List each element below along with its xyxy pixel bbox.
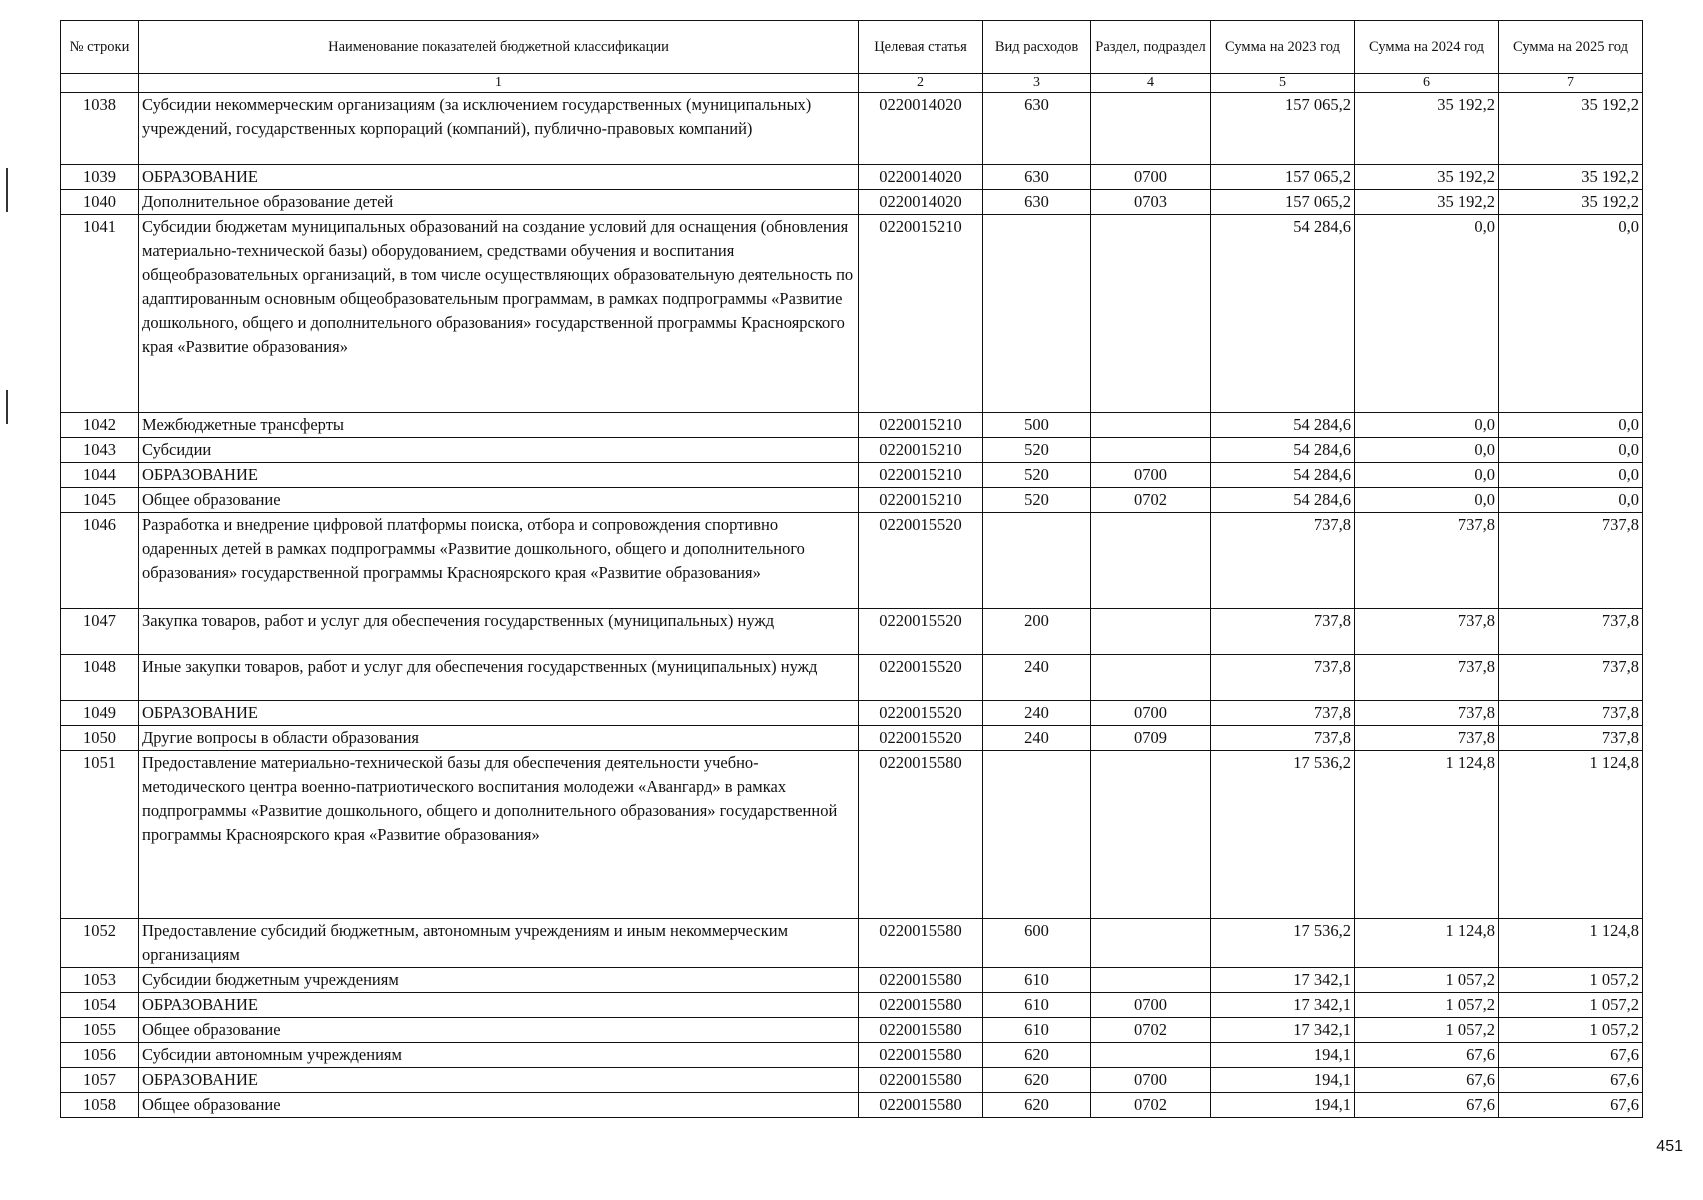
row-name: ОБРАЗОВАНИЕ	[139, 1068, 859, 1093]
row-sum-2024: 1 057,2	[1355, 993, 1499, 1018]
row-section	[1091, 513, 1211, 609]
row-number: 1040	[61, 190, 139, 215]
row-target-article: 0220015210	[859, 463, 983, 488]
row-sum-2024: 737,8	[1355, 726, 1499, 751]
row-section	[1091, 1043, 1211, 1068]
row-sum-2023: 194,1	[1211, 1093, 1355, 1118]
row-sum-2024: 67,6	[1355, 1093, 1499, 1118]
row-section: 0702	[1091, 1093, 1211, 1118]
table-row	[61, 513, 1643, 609]
row-target-article: 0220015520	[859, 513, 983, 609]
row-sum-2025: 737,8	[1499, 655, 1643, 701]
table-row	[61, 701, 1643, 726]
row-sum-2024: 1 124,8	[1355, 751, 1499, 919]
row-expense-type: 520	[983, 438, 1091, 463]
row-section	[1091, 215, 1211, 413]
header-row-number: № строки	[61, 21, 139, 74]
row-sum-2025: 0,0	[1499, 438, 1643, 463]
table-row	[61, 165, 1643, 190]
row-sum-2023: 54 284,6	[1211, 463, 1355, 488]
row-expense-type: 240	[983, 726, 1091, 751]
budget-sheet	[60, 20, 1642, 1118]
row-target-article: 0220015580	[859, 968, 983, 993]
row-name: Субсидии автономным учреждениям	[139, 1043, 859, 1068]
row-sum-2024: 0,0	[1355, 413, 1499, 438]
row-number: 1048	[61, 655, 139, 701]
row-number: 1047	[61, 609, 139, 655]
row-section: 0700	[1091, 993, 1211, 1018]
row-expense-type: 620	[983, 1093, 1091, 1118]
row-name: Предоставление материально-технической базы для обеспечения деятельности учебно-методического центра военно-патриотического воспитания молодежи «Авангард» в рамках подпрограммы «Развитие дошкольного, общего и дополнительного образования» государственной программы Красноярского края «Развитие образования»	[139, 751, 859, 919]
table-row	[61, 413, 1643, 438]
table-row	[61, 919, 1643, 968]
row-expense-type: 610	[983, 993, 1091, 1018]
row-sum-2023: 157 065,2	[1211, 165, 1355, 190]
row-name: Иные закупки товаров, работ и услуг для обеспечения государственных (муниципальных) нужд	[139, 655, 859, 701]
row-expense-type: 500	[983, 413, 1091, 438]
row-sum-2024: 67,6	[1355, 1043, 1499, 1068]
row-sum-2025: 737,8	[1499, 701, 1643, 726]
row-sum-2024: 1 057,2	[1355, 968, 1499, 993]
row-target-article: 0220015580	[859, 1018, 983, 1043]
row-section: 0700	[1091, 701, 1211, 726]
row-name: Межбюджетные трансферты	[139, 413, 859, 438]
row-sum-2023: 194,1	[1211, 1043, 1355, 1068]
row-number: 1041	[61, 215, 139, 413]
row-number: 1044	[61, 463, 139, 488]
column-number	[61, 74, 139, 93]
row-sum-2025: 67,6	[1499, 1068, 1643, 1093]
row-name: Разработка и внедрение цифровой платформы поиска, отбора и сопровождения спортивно одаренных детей в рамках подпрограммы «Развитие дошкольного, общего и дополнительного образования» государственной программы Красноярского края «Развитие образования»	[139, 513, 859, 609]
row-sum-2025: 737,8	[1499, 609, 1643, 655]
row-number: 1045	[61, 488, 139, 513]
row-sum-2025: 1 057,2	[1499, 993, 1643, 1018]
table-row	[61, 1018, 1643, 1043]
row-section: 0703	[1091, 190, 1211, 215]
row-sum-2025: 1 124,8	[1499, 919, 1643, 968]
row-sum-2024: 0,0	[1355, 215, 1499, 413]
row-target-article: 0220015520	[859, 655, 983, 701]
row-number: 1054	[61, 993, 139, 1018]
row-target-article: 0220014020	[859, 93, 983, 165]
header-sum-2025: Сумма на 2025 год	[1499, 21, 1643, 74]
column-number: 5	[1211, 74, 1355, 93]
row-target-article: 0220015580	[859, 993, 983, 1018]
row-sum-2024: 35 192,2	[1355, 190, 1499, 215]
row-target-article: 0220014020	[859, 190, 983, 215]
table-row	[61, 488, 1643, 513]
column-number: 1	[139, 74, 859, 93]
row-number: 1057	[61, 1068, 139, 1093]
table-row	[61, 463, 1643, 488]
table-row	[61, 751, 1643, 919]
row-sum-2023: 54 284,6	[1211, 413, 1355, 438]
table-row	[61, 609, 1643, 655]
row-section	[1091, 93, 1211, 165]
row-sum-2025: 1 057,2	[1499, 968, 1643, 993]
row-name: Субсидии	[139, 438, 859, 463]
row-name: Общее образование	[139, 488, 859, 513]
row-name: ОБРАЗОВАНИЕ	[139, 165, 859, 190]
row-expense-type	[983, 513, 1091, 609]
row-expense-type: 620	[983, 1068, 1091, 1093]
row-number: 1042	[61, 413, 139, 438]
table-row	[61, 438, 1643, 463]
row-number: 1050	[61, 726, 139, 751]
row-sum-2023: 54 284,6	[1211, 438, 1355, 463]
row-sum-2025: 0,0	[1499, 413, 1643, 438]
page-number: 451	[1656, 1138, 1683, 1155]
row-section	[1091, 609, 1211, 655]
column-number: 2	[859, 74, 983, 93]
column-number-row	[61, 74, 1643, 93]
table-row	[61, 993, 1643, 1018]
row-sum-2023: 737,8	[1211, 726, 1355, 751]
row-section: 0700	[1091, 165, 1211, 190]
column-number: 4	[1091, 74, 1211, 93]
row-expense-type: 630	[983, 165, 1091, 190]
row-sum-2023: 737,8	[1211, 513, 1355, 609]
header-sum-2024: Сумма на 2024 год	[1355, 21, 1499, 74]
row-sum-2024: 35 192,2	[1355, 165, 1499, 190]
table-row	[61, 968, 1643, 993]
row-sum-2025: 35 192,2	[1499, 165, 1643, 190]
row-name: Субсидии некоммерческим организациям (за исключением государственных (муниципальных) учреждений, государственных корпораций (компаний), публично-правовых компаний)	[139, 93, 859, 165]
row-number: 1053	[61, 968, 139, 993]
row-sum-2023: 157 065,2	[1211, 93, 1355, 165]
row-section	[1091, 655, 1211, 701]
row-sum-2025: 0,0	[1499, 488, 1643, 513]
row-sum-2024: 1 124,8	[1355, 919, 1499, 968]
row-number: 1039	[61, 165, 139, 190]
row-expense-type: 240	[983, 701, 1091, 726]
row-section: 0702	[1091, 488, 1211, 513]
row-sum-2023: 737,8	[1211, 655, 1355, 701]
row-sum-2025: 67,6	[1499, 1043, 1643, 1068]
row-section	[1091, 968, 1211, 993]
row-sum-2023: 17 536,2	[1211, 919, 1355, 968]
row-sum-2023: 17 536,2	[1211, 751, 1355, 919]
row-target-article: 0220015580	[859, 1043, 983, 1068]
row-name: ОБРАЗОВАНИЕ	[139, 463, 859, 488]
row-number: 1051	[61, 751, 139, 919]
row-section	[1091, 413, 1211, 438]
row-name: Другие вопросы в области образования	[139, 726, 859, 751]
row-target-article: 0220015520	[859, 609, 983, 655]
row-number: 1043	[61, 438, 139, 463]
row-sum-2025: 35 192,2	[1499, 93, 1643, 165]
row-number: 1055	[61, 1018, 139, 1043]
header-section: Раздел, подраздел	[1091, 21, 1211, 74]
row-sum-2023: 194,1	[1211, 1068, 1355, 1093]
row-name: Субсидии бюджетам муниципальных образований на создание условий для оснащения (обновления материально-технической базы) оборудованием, средствами обучения и воспитания общеобразовательных организаций, в том числе осуществляющих образовательную деятельность по адаптированным основным общеобразовательным программам, в рамках подпрограммы «Развитие дошкольного, общего и дополнительного образования» государственной программы Красноярского края «Развитие образования»	[139, 215, 859, 413]
row-number: 1046	[61, 513, 139, 609]
row-sum-2023: 157 065,2	[1211, 190, 1355, 215]
margin-mark-top	[6, 168, 8, 212]
row-name: ОБРАЗОВАНИЕ	[139, 993, 859, 1018]
row-sum-2024: 0,0	[1355, 463, 1499, 488]
row-expense-type: 240	[983, 655, 1091, 701]
row-expense-type	[983, 215, 1091, 413]
row-target-article: 0220015520	[859, 726, 983, 751]
row-name: Субсидии бюджетным учреждениям	[139, 968, 859, 993]
row-sum-2024: 737,8	[1355, 701, 1499, 726]
row-sum-2025: 35 192,2	[1499, 190, 1643, 215]
table-row	[61, 215, 1643, 413]
row-number: 1038	[61, 93, 139, 165]
table-row	[61, 726, 1643, 751]
header-indicator-name: Наименование показателей бюджетной классификации	[139, 21, 859, 74]
row-section: 0700	[1091, 1068, 1211, 1093]
row-name: ОБРАЗОВАНИЕ	[139, 701, 859, 726]
row-sum-2024: 67,6	[1355, 1068, 1499, 1093]
row-sum-2025: 1 124,8	[1499, 751, 1643, 919]
row-expense-type	[983, 751, 1091, 919]
column-number: 6	[1355, 74, 1499, 93]
row-target-article: 0220015520	[859, 701, 983, 726]
row-target-article: 0220015210	[859, 215, 983, 413]
row-target-article: 0220015580	[859, 919, 983, 968]
row-section	[1091, 438, 1211, 463]
row-sum-2023: 54 284,6	[1211, 215, 1355, 413]
row-sum-2025: 737,8	[1499, 513, 1643, 609]
row-name: Предоставление субсидий бюджетным, автономным учреждениям и иным некоммерческим организациям	[139, 919, 859, 968]
row-target-article: 0220015210	[859, 413, 983, 438]
row-number: 1049	[61, 701, 139, 726]
row-sum-2023: 17 342,1	[1211, 993, 1355, 1018]
budget-table	[60, 20, 1643, 1118]
header-sum-2023: Сумма на 2023 год	[1211, 21, 1355, 74]
row-section: 0702	[1091, 1018, 1211, 1043]
header-target-article: Целевая статья	[859, 21, 983, 74]
row-sum-2024: 0,0	[1355, 488, 1499, 513]
row-section: 0709	[1091, 726, 1211, 751]
row-sum-2025: 0,0	[1499, 215, 1643, 413]
table-row	[61, 93, 1643, 165]
row-sum-2023: 737,8	[1211, 701, 1355, 726]
row-number: 1052	[61, 919, 139, 968]
header-row	[61, 21, 1643, 74]
row-sum-2023: 17 342,1	[1211, 1018, 1355, 1043]
row-expense-type: 610	[983, 1018, 1091, 1043]
row-sum-2024: 737,8	[1355, 513, 1499, 609]
row-name: Дополнительное образование детей	[139, 190, 859, 215]
row-sum-2023: 54 284,6	[1211, 488, 1355, 513]
row-sum-2024: 0,0	[1355, 438, 1499, 463]
row-number: 1058	[61, 1093, 139, 1118]
row-expense-type: 630	[983, 93, 1091, 165]
row-sum-2025: 0,0	[1499, 463, 1643, 488]
row-expense-type: 200	[983, 609, 1091, 655]
row-target-article: 0220014020	[859, 165, 983, 190]
row-expense-type: 630	[983, 190, 1091, 215]
row-target-article: 0220015580	[859, 1068, 983, 1093]
row-section: 0700	[1091, 463, 1211, 488]
row-target-article: 0220015580	[859, 1093, 983, 1118]
table-row	[61, 655, 1643, 701]
row-sum-2024: 1 057,2	[1355, 1018, 1499, 1043]
header-expense-type: Вид расходов	[983, 21, 1091, 74]
column-number: 3	[983, 74, 1091, 93]
row-expense-type: 520	[983, 488, 1091, 513]
row-section	[1091, 751, 1211, 919]
margin-mark-bottom	[6, 390, 8, 424]
table-row	[61, 1068, 1643, 1093]
row-name: Закупка товаров, работ и услуг для обеспечения государственных (муниципальных) нужд	[139, 609, 859, 655]
row-expense-type: 610	[983, 968, 1091, 993]
row-name: Общее образование	[139, 1093, 859, 1118]
row-number: 1056	[61, 1043, 139, 1068]
row-sum-2025: 1 057,2	[1499, 1018, 1643, 1043]
table-row	[61, 190, 1643, 215]
row-expense-type: 520	[983, 463, 1091, 488]
row-expense-type: 620	[983, 1043, 1091, 1068]
row-sum-2024: 737,8	[1355, 655, 1499, 701]
row-sum-2024: 35 192,2	[1355, 93, 1499, 165]
row-section	[1091, 919, 1211, 968]
row-target-article: 0220015210	[859, 488, 983, 513]
row-sum-2023: 17 342,1	[1211, 968, 1355, 993]
table-row	[61, 1043, 1643, 1068]
column-number: 7	[1499, 74, 1643, 93]
row-sum-2025: 67,6	[1499, 1093, 1643, 1118]
row-expense-type: 600	[983, 919, 1091, 968]
row-sum-2025: 737,8	[1499, 726, 1643, 751]
row-name: Общее образование	[139, 1018, 859, 1043]
table-row	[61, 1093, 1643, 1118]
row-target-article: 0220015210	[859, 438, 983, 463]
row-sum-2024: 737,8	[1355, 609, 1499, 655]
row-target-article: 0220015580	[859, 751, 983, 919]
row-sum-2023: 737,8	[1211, 609, 1355, 655]
